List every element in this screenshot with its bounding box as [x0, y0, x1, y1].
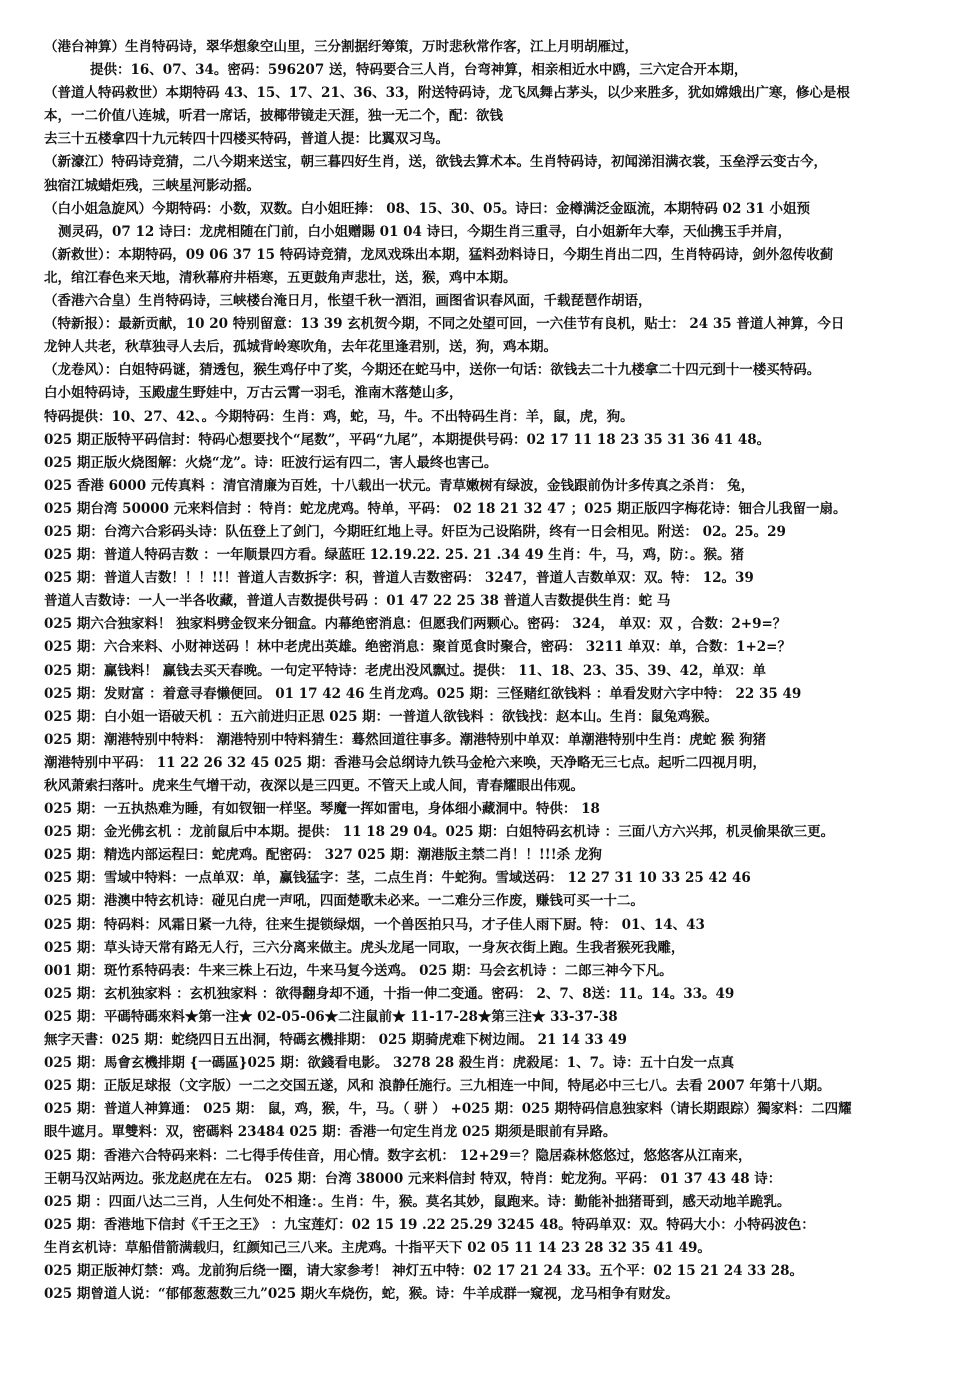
text-line: 测灵码，07 12 诗曰：龙虎相随在门前，白小姐赠賜 01 04 诗曰，今期生肖三重寻，白小姐新年大奉，天仙携玉手并肩，	[58, 223, 792, 240]
text-line: 眼牛遮月。單雙料：双，密碼料 23484 025 期：香港一句定生肖龙 025 期须是眼前有异路。	[44, 1124, 617, 1141]
text-line: （新救世）：本期特码，09 06 37 15 特码诗竞猜，龙凤戏珠出本期，猛料劲料诗日，今期生肖出二四，生肖特码诗，剑外忽传收蓟	[44, 246, 834, 263]
text-line: 無字天書：025 期：蛇绕四日五出洞，特碼玄機排期： 025 期骑虎难下树边闹。 21 14 33 49	[44, 1032, 627, 1049]
text-line: 001 期：斑竹系特码表：牛来三株上石边，牛来马复今送鸡。 025 期：马会玄机诗 ：二郎三神今下凡。	[44, 962, 673, 979]
text-line: 去三十五楼拿四十九元转四十四楼买特码，普道人提：比翼双习鸟。	[44, 131, 449, 148]
text-line: 025 期：普道人神算通： 025 期： 鼠，鸡，猴，牛，马。（ 骈 ） +025 期：025 期特码信息独家料（请长期跟踪）獨家料：二四耀	[44, 1101, 852, 1118]
text-line: 025 期：玄机独家料 ：玄机独家料 ：欲得翻身却不通，十指一伸二变通。密码： 2、7、8送：11。14。33。49	[44, 985, 735, 1002]
text-line: 秋风萧索扫落叶。虎来生气增干动，夜深以是三四更。不管天上或人间，青春耀眼出伟观。	[44, 778, 584, 794]
text-line: 025 期六合独家料！ 独家料劈金钗来分钿盒。内幕绝密消息：但愿我们两颗心。密码： 324， 单双：双 ，合数：2+9=？	[44, 616, 787, 633]
text-line: 025 期：潮港特别中特料： 潮港特别中特料猜生：蓦然回道往事多。潮港特别中单双：单潮港特别中生肖：虎蛇 猴 狗猪	[44, 731, 766, 748]
text-line: 025 期：馬會玄機排期 {一碼區}025 期：欲錢看电影。 3278 28 殺生肖：虎殺尾：1、7。诗：五十白发一点真	[44, 1055, 735, 1072]
text-line: 025 期：正版足球报（文字版）一二之交国五遂，风和 浪静任施行。三九相连一中间，特尾必中三七八。去看 2007 年第十八期。	[44, 1078, 831, 1095]
text-line: （新濠江）特码诗竞猜，二八今期来送宝，朝三暮四好生肖，送，欲钱去算术本。生肖特码诗，初闻涕泪满衣裳，玉垒浮云变古今，	[44, 154, 827, 171]
text-line: 025 期正版神灯禁：鸡。龙前狗后绕一圈，请大家参考！ 神灯五中特：02 17 21 24 33。五个平：02 15 21 24 33 28。	[44, 1262, 804, 1279]
text-line: 025 期：港澳中特玄机诗：碰见白虎一声吼，四面楚歌未必来。一二难分三作废，赚钱可买一十二。	[44, 893, 644, 910]
text-line: 025 期：金光佛玄机 ：龙前鼠后中本期。提供： 11 18 29 04。025 期：白姐特码玄机诗 ：三面八方六兴邦，机灵偷果欲三更。	[44, 824, 835, 841]
text-line: 025 期：香港地下信封《千王之王》 ：九宝莲灯：02 15 19 .22 25.29 3245 48。特码单双：双。特码大小：小特码波色：	[44, 1216, 815, 1233]
text-line: 025 期：平碼特碼來料★第一注★ 02-05-06★二注鼠前★ 11-17-28★第三注★ 33-37-38	[44, 1008, 618, 1025]
text-line: 普道人吉数诗：一人一半各收藏，普道人吉数提供号码 ：01 47 22 25 38 普道人吉数提供生肖：蛇 马	[44, 593, 671, 610]
text-line: 潮港特别中平码： 11 22 26 32 45 025 期：香港马会总纲诗九铁马金枪六来唤，天净略无三七点。起听二四视月明，	[44, 754, 767, 771]
text-line: 025 期曾道人说：“郁郁葱葱数三九”025 期火车烧伤，蛇，猴。诗：牛羊成群一窥视，龙马相争有财发。	[44, 1286, 679, 1303]
text-line: 025 期：草头诗天常有路无人行，三六分离来做主。虎头龙尾一同取，一身灰衣街上跑。生我者猴死我雕，	[44, 939, 685, 956]
text-line: 王朝马汉站两边。张龙赵虎在左右。 025 期：台湾 38000 元来料信封 特双，特肖：蛇龙狗。平码： 01 37 43 48 诗：	[44, 1170, 782, 1187]
text-line: （香港六合皇）生肖特码诗，三峡楼台淹日月，怅望千秋一酒泪，画图省识春风面，千载琵琶作胡语，	[44, 293, 652, 310]
text-line: 025 期：特码料：风霜日紧一九待，往来生提锁绿烟，一个兽医拍只马，才子佳人雨下厨。特： 01、14、43	[44, 916, 705, 933]
text-line: 025 期：六合来料、小财神送码 ！林中老虎出英雄。绝密消息：聚首觅食时聚合，密码： 3211 单双：单，合数：1+2=？	[44, 639, 791, 656]
text-line: 独宿江城蜡炬残，三峡星河影动摇。	[44, 177, 260, 194]
text-line: 025 期：精选内部运程曰：蛇虎鸡。配密码： 327 025 期：潮港版主禁二肖！！!!!杀 龙狗	[44, 847, 602, 864]
text-line: 025 期：一五执热难为睡，有如钗钿一样坚。琴魔一挥如雷电，身体细小藏洞中。特供： 18	[44, 801, 600, 818]
text-line: 025 期：雪域中特料：一点单双：单，赢钱猛字：茎，二点生肖：牛蛇狗。雪域送码： 12 27 31 10 33 25 42 46	[44, 870, 751, 887]
text-line: 特码提供：10、27、42、。今期特码：生肖：鸡，蛇，马，牛。不出特码生肖：羊，鼠，虎，狗。	[44, 408, 634, 425]
text-line: 北，绾江春色来天地，清秋幕府井梧寒，五更鼓角声悲壮，送，猴，鸡中本期。	[44, 269, 517, 286]
text-line: 龙钟人共老，秋草独寻人去后，孤城背岭寒吹角，去年花里逢君别，送，狗，鸡本期。	[44, 339, 557, 356]
text-line: 025 期：台湾六合彩码头诗：队伍登上了剑门，今期旺红地上寻。奸臣为己设陷阱，终有一日会相见。附送： 02。25。29	[44, 523, 786, 540]
text-line: （港台神算）生肖特码诗，翠华想象空山里，三分割据纡筹策，万时悲秋常作客，江上月明胡雁过，	[44, 39, 638, 55]
text-line: （普道人特码救世）本期特码 43、15、17、21、36、33，附送特码诗，龙飞凤舞占茅头，以少来胜多，犹如嫦娥出广寒，修心是根	[44, 85, 850, 102]
text-line: 白小姐特码诗，玉殿虚生野娃中，万古云霄一羽毛，淮南木落楚山多，	[44, 385, 463, 402]
text-line: 025 期：普道人吉数！！！!!！普道人吉数拆字：积，普道人吉数密码： 3247，普道人吉数单双：双。特： 12。39	[44, 570, 754, 587]
text-line: 025 期正版火烧图解：火烧“龙”。诗：旺波行运有四二，害人最终也害己。	[44, 454, 498, 471]
text-line: 025 期：香港六合特码来料：二七得手传佳音，用心情。数字玄机： 12+29＝？隐居森林悠悠过，悠悠客从江南来，	[44, 1147, 752, 1164]
text-line: 025 期 ：四面八达二三肖，人生何处不相逢：。生肖：牛，猴。莫名其妙，鼠跑来。诗：勤能补拙猪哥到，感天动地羊跪乳。	[44, 1193, 791, 1210]
text-line: 025 期：赢钱料！ 赢钱去买天春晚。一句定平特诗：老虎出没风飘过。提供： 11、18、23、35、39、42，单双：单	[44, 662, 766, 679]
text-line: 生肖玄机诗：草船借箭满载归，红颜知己三八来。主虎鸡。十指平天下 02 05 11 14 23 28 32 35 41 49。	[44, 1239, 711, 1256]
text-line: 025 期：发财富 ：着意寻春懒便回。 01 17 42 46 生肖龙鸡。025 期：三怪赌红欲钱料 ：单看发财六字中特： 22 35 49	[44, 685, 802, 702]
text-line: 025 期台湾 50000 元来料信封 ：特肖：蛇龙虎鸡。特单，平码： 02 18 21 32 47 ；025 期正版四字梅花诗：钿合儿我留一扇。	[44, 500, 847, 517]
text-line: 提供：16、07、34。密码：596207 送，特码要合三人肖，台弯神算，相亲相近水中鸥，三六定合开本期，	[90, 62, 748, 79]
text-line: 本，一二价值八连城，听君一席话，披椰带镜走天涯，独一无二个，配：欲钱	[44, 108, 503, 125]
text-line: 025 香港 6000 元传真料 ：清官清廉为百姓，十八载出一状元。青草嫩树有绿波，金钱跟前伪计多传真之杀肖： 兔，	[44, 477, 755, 494]
text-line: （龙卷风）：白姐特码谜，猜透包，猴生鸡仔中了奖，今期还在蛇马中，送你一句话：欲钱去二十九楼拿二十四元到十一楼买特码。	[44, 362, 821, 379]
text-line: 025 期正版特平码信封：特码心想要找个“尾数”，平码“九尾”，本期提供号码：02 17 11 18 23 35 31 36 41 48。	[44, 431, 771, 448]
text-line: 025 期：白小姐一语破天机 ：五六前进归正思 025 期：一普道人欲钱料 ：欲钱找：赵本山。生肖：鼠兔鸡猴。	[44, 708, 718, 725]
text-line: 025 期：普道人特码吉数 ：一年顺景四方看。绿蓝旺 12.19.22. 25. 21 .34 49 生肖：牛，马，鸡，防：。猴。猪	[44, 547, 745, 564]
text-line: （白小姐急旋风）今期特码：小数，双数。白小姐旺捧： 08、15、30、05。诗曰：金樽满泛金瓯流，本期特码 02 31 小姐预	[44, 200, 811, 217]
text-line: （特新报）：最新贡献，10 20 特别留意：13 39 玄机贺今期，不同之处望可回，一六佳节有良机，贴士： 24 35 普道人神算，今日	[44, 316, 845, 333]
